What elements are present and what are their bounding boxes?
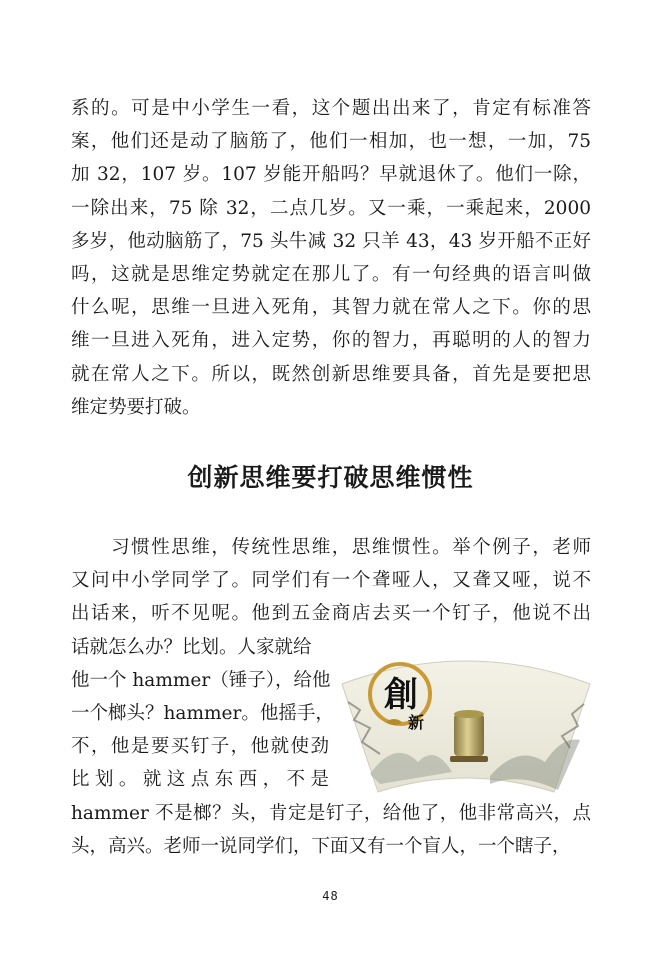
section-heading: 创新思维要打破思维惯性 bbox=[187, 463, 474, 492]
fan-illustration bbox=[340, 644, 592, 794]
text-line: 案，他们还是动了脑筋了，他们一相加，也一想，一加，75 bbox=[71, 131, 591, 153]
text-line: 他一个 hammer（锤子），给他 bbox=[71, 669, 331, 691]
text-line: 话就怎么办？比划。人家就给 bbox=[71, 636, 312, 658]
seal-char-text: 創 bbox=[384, 675, 418, 715]
text-line: 维一旦进入死角，进入定势，你的智力，再聪明的人的智力 bbox=[71, 330, 591, 352]
text-line: 一除出来，75 除 32，二点几岁。又一乘，一乘起来，2000 bbox=[71, 197, 591, 219]
text-line: 多岁，他动脑筋了，75 头牛减 32 只羊 43，43 岁开船不正好 bbox=[71, 230, 591, 252]
brush-pot-icon bbox=[450, 710, 488, 762]
text-line: 吗，这就是思维定势就定在那儿了。有一句经典的语言叫做 bbox=[71, 263, 591, 285]
text-line: 系的。可是中小学生一看，这个题出出来了，肯定有标准答 bbox=[71, 98, 591, 119]
text-line: hammer 不是榔？头，肯定是钉子，给他了，他非常高兴，点 bbox=[71, 802, 591, 824]
text-line: 不，他是要买钉子，他就使劲 bbox=[71, 736, 329, 758]
text-line: 比划。就这点东西，不是 bbox=[71, 769, 329, 791]
text-line: 出话来，听不见呢。他到五金商店去买一个钉子，他说不出 bbox=[71, 603, 591, 625]
paragraph-intro bbox=[71, 92, 591, 424]
text-line: 就在常人之下。所以，既然创新思维要具备，首先是要把思 bbox=[71, 363, 591, 385]
text-line: 又问中小学同学了。同学们有一个聋哑人，又聋又哑，说不 bbox=[71, 570, 591, 592]
seal-small-char-text: 新 bbox=[408, 713, 425, 732]
text-line: 什么呢，思维一旦进入死角，其智力就在常人之下。你的思 bbox=[71, 297, 591, 319]
text-line: 一个榔头？hammer。他摇手， bbox=[71, 702, 334, 724]
text-line: 习惯性思维，传统性思维，思维惯性。举个例子，老师 bbox=[71, 537, 591, 558]
page-number: 48 bbox=[322, 889, 339, 903]
text-line: 维定势要打破。 bbox=[71, 396, 201, 418]
text-line: 头，高兴。老师一说同学们，下面又有一个盲人，一个瞎子， bbox=[71, 835, 571, 857]
text-line: 加 32，107 岁。107 岁能开船吗？早就退休了。他们一除， bbox=[71, 164, 591, 186]
fan-painting-image bbox=[340, 644, 592, 794]
